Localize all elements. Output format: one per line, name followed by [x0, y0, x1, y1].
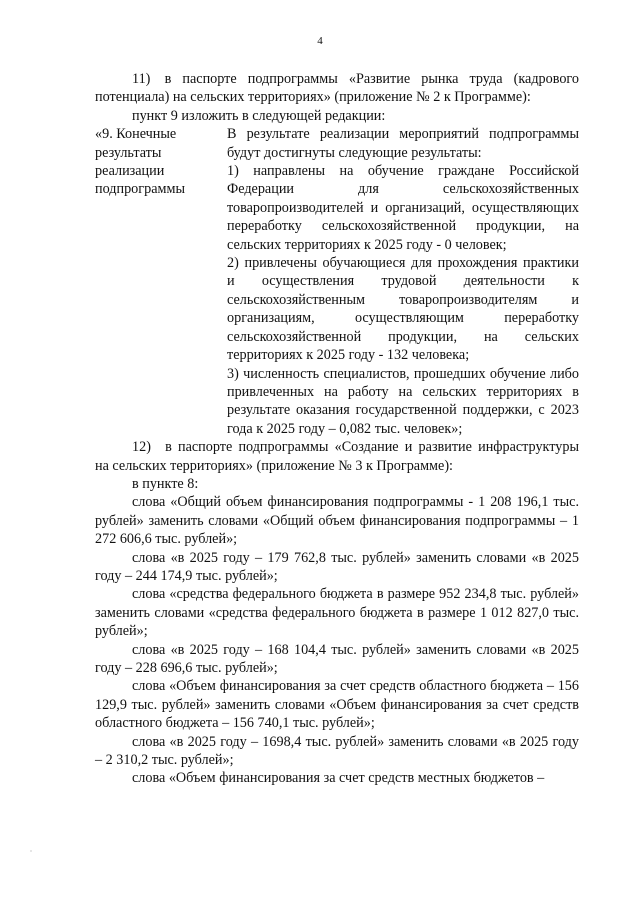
paragraph: слова «Общий объем финансирования подпрограммы - 1 208 196,1 тыс. рублей» заменить словами «Общий объем финансирования подпрограммы – 1 272 606,6 тыс. рублей»;	[95, 494, 579, 548]
page-number: 4	[317, 35, 323, 47]
paragraph: 12) в паспорте подпрограммы «Создание и развитие инфраструктуры на сельских территориях» (приложение № 3 к Программе):	[95, 439, 579, 474]
document-body	[95, 70, 579, 788]
passport-result-item: 2) привлечены обучающиеся для прохождения практики и осуществления трудовой деятельности к сельскохозяйственным товаропроизводителям и организациям, осуществляющим переработку сельскохозяйственной продукции, на сельских территориях к 2025 году - 132 человека;	[227, 255, 579, 364]
passport-row-content	[227, 125, 579, 438]
top-paragraphs	[95, 70, 579, 125]
scan-speck	[30, 850, 32, 852]
passport-row-label: «9. Конечные результаты реализации подпрограммы	[95, 126, 185, 198]
paragraph: слова «в 2025 году – 168 104,4 тыс. рублей» заменить словами «в 2025 году – 228 696,6 тыс. рублей»;	[95, 641, 579, 676]
passport-row-9	[95, 125, 579, 438]
paragraph: пункт 9 изложить в следующей редакции:	[132, 107, 386, 124]
paragraph: слова «Объем финансирования за счет средств областного бюджета – 156 129,9 тыс. рублей» заменить словами «Объем финансирования за счет средств областного бюджета – 156 740,1 тыс. рублей»;	[95, 678, 579, 732]
paragraph: слова «в 2025 году – 179 762,8 тыс. рублей» заменить словами «в 2025 году – 244 174,9 тыс. рублей»;	[95, 549, 579, 584]
paragraph: слова «в 2025 году – 1698,4 тыс. рублей» заменить словами «в 2025 году – 2 310,2 тыс. рублей»;	[95, 733, 579, 769]
paragraph: слова «Объем финансирования за счет средств местных бюджетов –	[132, 770, 545, 787]
passport-result-item: 3) численность специалистов, прошедших обучение либо привлеченных на работу на сельских территориях в результате оказания государственной поддержки, с 2023 года к 2025 году – 0,082 тыс. человек»;	[227, 365, 579, 437]
paragraph: в пункте 8:	[132, 475, 199, 492]
bottom-paragraphs	[95, 438, 579, 788]
passport-result-item: 1) направлены на обучение граждане Российской Федерации для сельскохозяйственных товаропроизводителей и организаций, осуществляющих переработку сельскохозяйственной продукции, на сельских территориях к 2025 году - 0 человек;	[227, 163, 579, 253]
paragraph: слова «средства федерального бюджета в размере 952 234,8 тыс. рублей» заменить словами «средства федерального бюджета в размере 1 012 827,0 тыс. рублей»;	[95, 586, 579, 640]
passport-result-item: В результате реализации мероприятий подпрограммы будут достигнуты следующие результаты:	[227, 126, 579, 161]
passport-table	[95, 125, 579, 438]
paragraph: 11) в паспорте подпрограммы «Развитие рынка труда (кадрового потенциала) на сельских территориях» (приложение № 2 к Программе):	[95, 71, 579, 106]
